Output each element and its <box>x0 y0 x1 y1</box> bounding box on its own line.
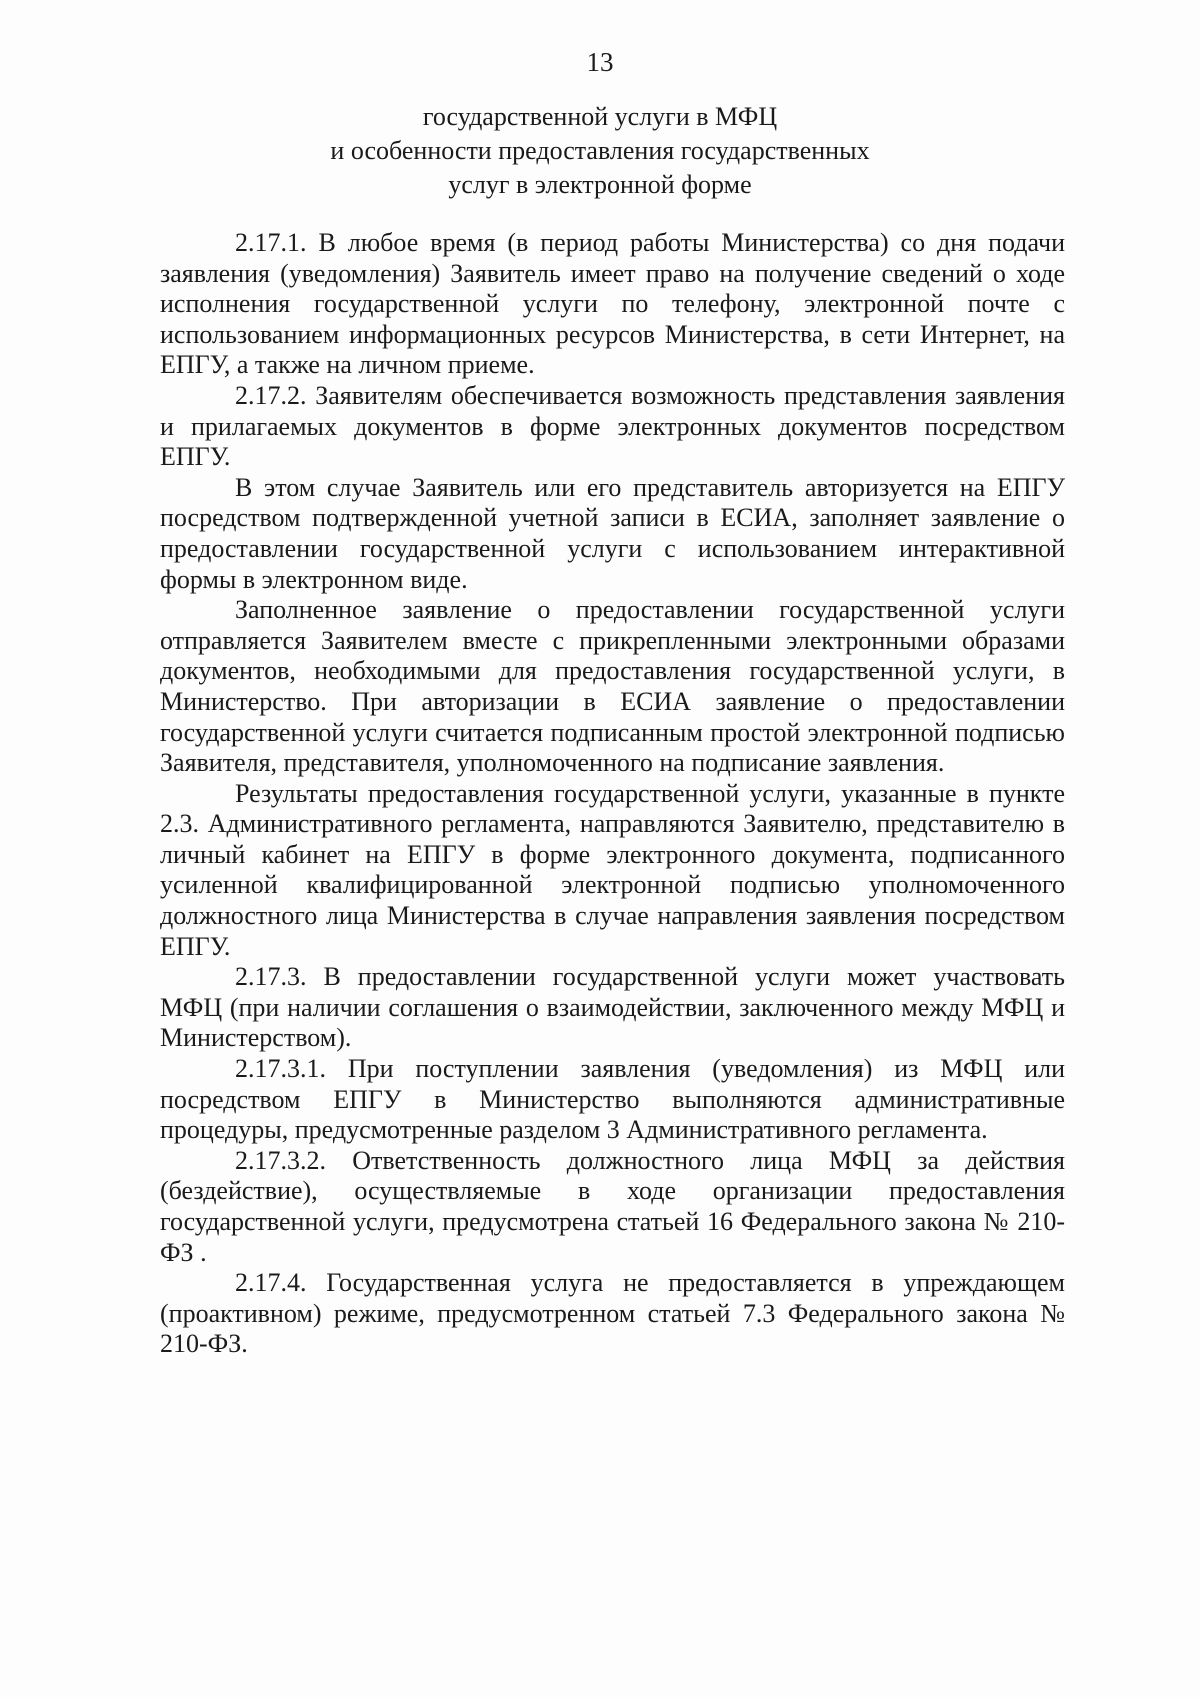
paragraph-2-17-3-2: 2.17.3.2. Ответственность должностного лица МФЦ за действия (бездействие), осуществляемые в ходе организации предоставления государственной услуги, предусмотрена статьей 16 Федерального закона № 210-ФЗ . <box>160 1145 1065 1267</box>
paragraph-2-17-3-1: 2.17.3.1. При поступлении заявления (уведомления) из МФЦ или посредством ЕПГУ в Министерство выполняются административные процедуры, предусмотренные разделом 3 Административного регламента. <box>160 1054 1065 1145</box>
heading-line: услуг в электронной форме <box>448 170 752 199</box>
paragraph-esia-authorization: В этом случае Заявитель или его представитель авторизуется на ЕПГУ посредством подтвержденной учетной записи в ЕСИА, заполняет заявление о предоставлении государственной услуги с использованием интерактивной формы в электронном виде. <box>160 472 1065 594</box>
heading-line: государственной услуги в МФЦ <box>422 102 778 131</box>
page-number: 13 <box>586 47 614 77</box>
paragraph-2-17-1: 2.17.1. В любое время (в период работы Министерства) со дня подачи заявления (уведомления) Заявитель имеет право на получение сведений о ходе исполнения государственной услуги по телефону, электронной почте с использованием информационных ресурсов Министерства, в сети Интернет, на ЕПГУ, а также на личном приеме. <box>160 228 1065 380</box>
paragraph-submitted-application: Заполненное заявление о предоставлении государственной услуги отправляется Заявителем вместе с прикрепленными электронными образами документов, необходимыми для предоставления государственной услуги, в Министерство. При авторизации в ЕСИА заявление о предоставлении государственной услуги считается подписанным простой электронной подписью Заявителя, представителя, уполномоченного на подписание заявления. <box>160 595 1065 778</box>
paragraph-2-17-2: 2.17.2. Заявителям обеспечивается возможность представления заявления и прилагаемых документов в форме электронных документов посредством ЕПГУ. <box>160 380 1065 472</box>
section-heading <box>0 100 1200 202</box>
paragraph-2-17-4: 2.17.4. Государственная услуга не предоставляется в упреждающем (проактивном) режиме, предусмотренном статьей 7.3 Федерального закона № 210-ФЗ. <box>160 1268 1065 1359</box>
heading-line: и особенности предоставления государственных <box>330 136 870 165</box>
document-body <box>160 228 1065 1360</box>
paragraph-results: Результаты предоставления государственной услуги, указанные в пункте 2.3. Административного регламента, направляются Заявителю, представителю в личный кабинет на ЕПГУ в форме электронного документа, подписанного усиленной квалифицированной электронной подписью уполномоченного должностного лица Министерства в случае направления заявления посредством ЕПГУ. <box>160 778 1065 961</box>
paragraph-2-17-3: 2.17.3. В предоставлении государственной услуги может участвовать МФЦ (при наличии соглашения о взаимодействии, заключенного между МФЦ и Министерством). <box>160 962 1065 1053</box>
